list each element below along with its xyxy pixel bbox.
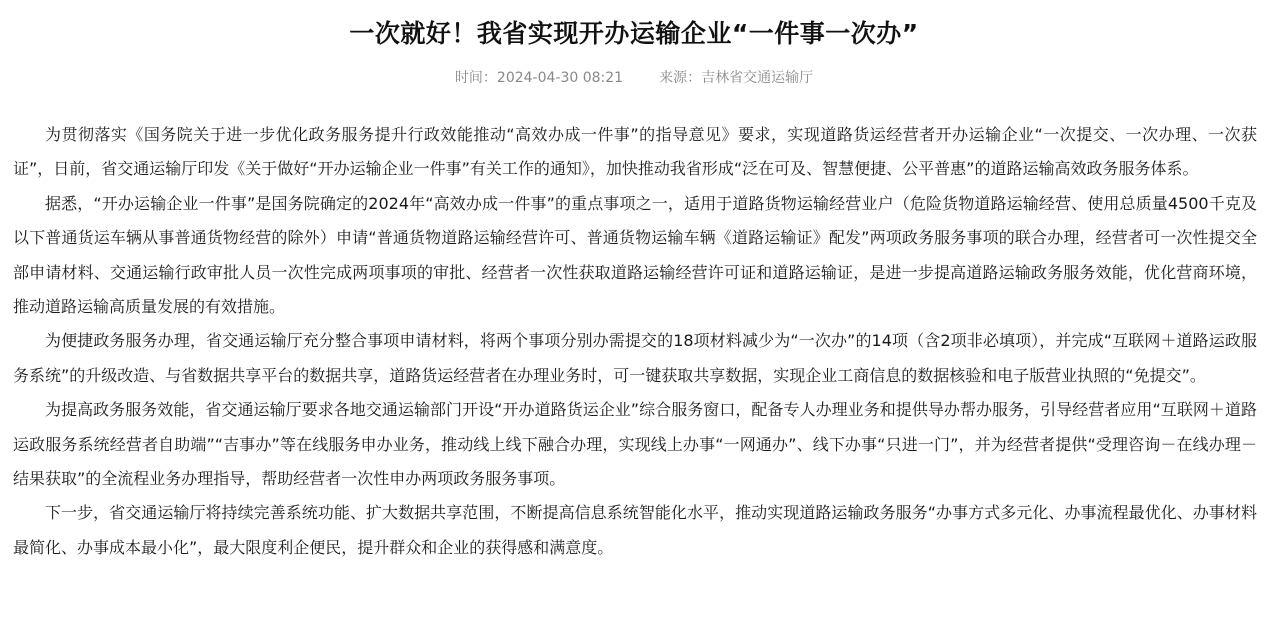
source-value: 吉林省交通运输厅 (701, 70, 814, 86)
source-label: 来源： (659, 70, 702, 86)
article-paragraph: 据悉，“开办运输企业一件事”是国务院确定的2024年“高效办成一件事”的重点事项之一，适用于道路货物运输经营业户（危险货物道路运输经营、使用总质量4500千克及以下普通货运车辆从事普通货物经营的除外）申请“普通货物道路运输经营许可、普通货物运输车辆《道路运输证》配发”两项政务服务事项的联合办理，经营者可一次性提交全部申请材料、交通运输行政审批人员一次性完成两项事项的审批、经营者一次性获取道路运输经营许可证和道路运输证，是进一步提高道路运输政务服务效能，优化营商环境，推动道路运输高质量发展的有效措施。 (13, 193, 1257, 317)
time-label: 时间： (454, 70, 497, 86)
article-paragraph: 为贯彻落实《国务院关于进一步优化政务服务提升行政效能推动“高效办成一件事”的指导意见》要求，实现道路货运经营者开办运输企业“一次提交、一次办理、一次获证”，日前，省交通运输厅印发《关于做好“开办运输企业一件事”有关工作的通知》，加快推动我省形成“泛在可及、智慧便捷、公平普惠”的道路运输高效政务服务体系。 (13, 125, 1257, 179)
article-meta (0, 66, 1268, 90)
article-paragraph: 下一步，省交通运输厅将持续完善系统功能、扩大数据共享范围，不断提高信息系统智能化水平，推动实现道路运输政务服务“办事方式多元化、办事流程最优化、办事材料最简化、办事成本最小化”，最大限度利企便民，提升群众和企业的获得感和满意度。 (13, 503, 1257, 557)
article-paragraph: 为便捷政务服务办理，省交通运输厅充分整合事项申请材料，将两个事项分别办需提交的18项材料减少为“一次办”的14项（含2项非必填项），并完成“互联网＋道路运政服务系统”的升级改造、与省数据共享平台的数据共享，道路货运经营者在办理业务时，可一键获取共享数据，实现企业工商信息的数据核验和电子版营业执照的“免提交”。 (13, 331, 1257, 385)
publish-time: 2024-04-30 08:21 (496, 70, 624, 86)
article-title: 一次就好！我省实现开办运输企业“一件事一次办” (349, 19, 919, 48)
article-paragraph: 为提高政务服务效能，省交通运输厅要求各地交通运输部门开设“开办道路货运企业”综合服务窗口，配备专人办理业务和提供导办帮办服务，引导经营者应用“互联网＋道路运政服务系统经营者自助端”“吉事办”等在线服务申办业务，推动线上线下融合办理，实现线上办事“一网通办”、线下办事“只进一门”，并为经营者提供“受理咨询－在线办理－结果获取”的全流程业务办理指导，帮助经营者一次性申办两项政务服务事项。 (13, 400, 1257, 489)
article-body (13, 118, 1257, 565)
